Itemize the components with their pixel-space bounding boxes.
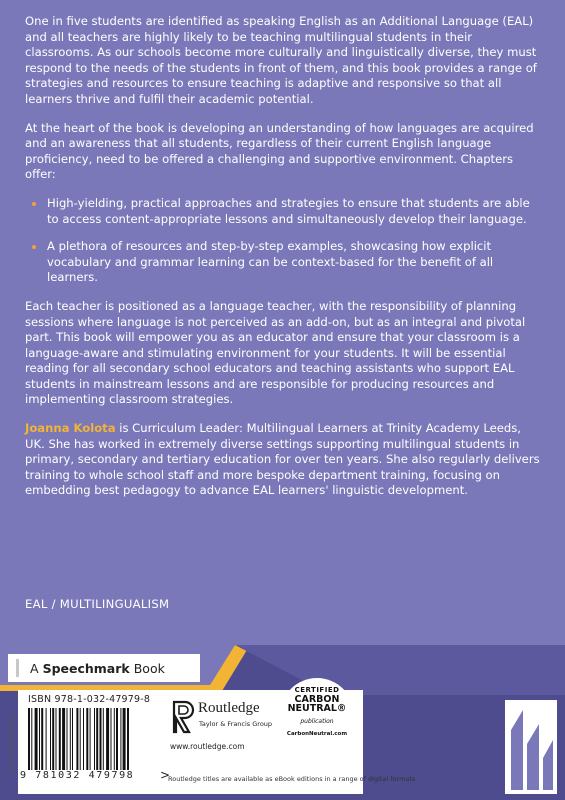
barcode-bar — [56, 708, 57, 770]
imprint-suffix: Book — [133, 660, 165, 676]
barcode-bar — [50, 708, 51, 770]
barcode-number: 9 781032 479798 — [20, 770, 135, 781]
speechmark-imprint — [8, 654, 200, 682]
barcode-bar — [80, 708, 81, 770]
barcode-bar — [123, 708, 126, 770]
imprint-prefix: A — [30, 660, 39, 676]
carbon-main: CARBON NEUTRAL® — [287, 694, 347, 714]
isbn-label: ISBN 978-1-032-47979-8 — [28, 694, 151, 705]
barcode-bar — [96, 708, 98, 770]
author-bio — [25, 421, 543, 499]
barcode-bar — [90, 708, 91, 770]
blurb-paragraph-1: One in five students are identified as speaking English as an Additional Language (EAL) and all teachers are highly likely to be teaching multilingual students in their classrooms. As our schools become more culturally and linguistically diverse, they must respond to the needs of the students in front of them, and this book provides a range of strategies and resources to ensure teaching is adaptive and responsive so that all learners thrive and fulfil their academic potential. — [25, 14, 537, 106]
list-item: High-yielding, practical approaches and strategies to ensure that students are able to access content-appropriate lessons and simultaneously develop their language. — [47, 196, 543, 227]
barcode-bar — [116, 708, 118, 770]
barcode-bar — [72, 708, 73, 770]
ebook-note: Routledge titles are available as eBook editions in a range of digital formats — [168, 775, 416, 783]
author-bio-text: is Curriculum Leader: Multilingual Learners at Trinity Academy Leeds, UK. She has worked in extremely diverse settings supporting multilingual students in primary, secondary and tertiary education for over ten years. She also regularly delivers training to whole school staff and more bespoke department training, focusing on embedding best pedagogy to advance EAL learners' linguistic development. — [25, 421, 540, 498]
routledge-logo-icon — [171, 700, 197, 734]
barcode-bar — [103, 708, 104, 770]
author-name: Joanna Kolota — [25, 421, 116, 436]
blurb-paragraph-3: Each teacher is positioned as a language teacher, with the responsibility of planning sessions where language is not perceived as an add-on, but as an integral and pivotal part. This book will empower you as an educator and ensure that your classroom is a language-aware and stimulating environment for your students. It will be essential reading for all secondary school educators and teaching assistants who support EAL students in mainstream lessons and are responsible for producing resources and implementing classroom strategies. — [25, 298, 526, 407]
back-cover-text — [25, 14, 543, 512]
barcode-bar — [70, 708, 71, 770]
barcode-bar — [127, 708, 129, 770]
barcode-bar — [59, 708, 61, 770]
barcode-bar — [94, 708, 95, 770]
taylor-francis-logo-icon — [505, 700, 557, 794]
barcode-bar — [31, 708, 32, 770]
barcode-bar — [41, 708, 43, 770]
barcode-bar — [83, 708, 84, 770]
chapters-list — [25, 196, 543, 286]
routledge-group: Taylor & Francis Group — [199, 720, 273, 728]
barcode-arrow-icon: > — [160, 768, 171, 782]
publisher-side-text: an informa business — [8, 711, 15, 773]
barcode-bar — [46, 708, 47, 770]
barcode-bar — [35, 708, 38, 770]
barcode-bar — [52, 708, 54, 770]
barcode-bar — [86, 708, 88, 770]
carbon-neutral-badge — [280, 678, 354, 752]
imprint-brand: Speechmark — [42, 660, 130, 676]
category-label: EAL / MULTILINGUALISM — [25, 597, 170, 611]
barcode-bar — [100, 708, 102, 770]
barcode-bar — [106, 708, 109, 770]
barcode-bar — [67, 708, 68, 770]
barcode-bar — [39, 708, 40, 770]
speechmark-logo-icon — [16, 659, 19, 677]
barcode-bar — [120, 708, 121, 770]
barcode-bar — [62, 708, 65, 770]
barcode-bar — [28, 708, 30, 770]
routledge-web: www.routledge.com — [170, 742, 245, 751]
blurb-paragraph-2: At the heart of the book is developing an understanding of how languages are acquired and an awareness that all students, regardless of their current English language proficiency, need to be offered a challenging and supportive environment. Chapters offer: — [25, 120, 534, 182]
carbon-top: CERTIFIED — [294, 686, 340, 694]
barcode-bar — [111, 708, 112, 770]
routledge-name: Routledge — [198, 700, 260, 716]
barcode-icon — [28, 708, 160, 770]
list-item: A plethora of resources and step-by-step examples, showcasing how explicit vocabulary and grammar learning can be context-based for the benefit of all learners. — [47, 239, 543, 286]
barcode-bar — [114, 708, 115, 770]
barcode-bar — [76, 708, 78, 770]
carbon-sub: publication — [300, 718, 334, 725]
carbon-web: CarbonNeutral.com — [286, 731, 348, 737]
